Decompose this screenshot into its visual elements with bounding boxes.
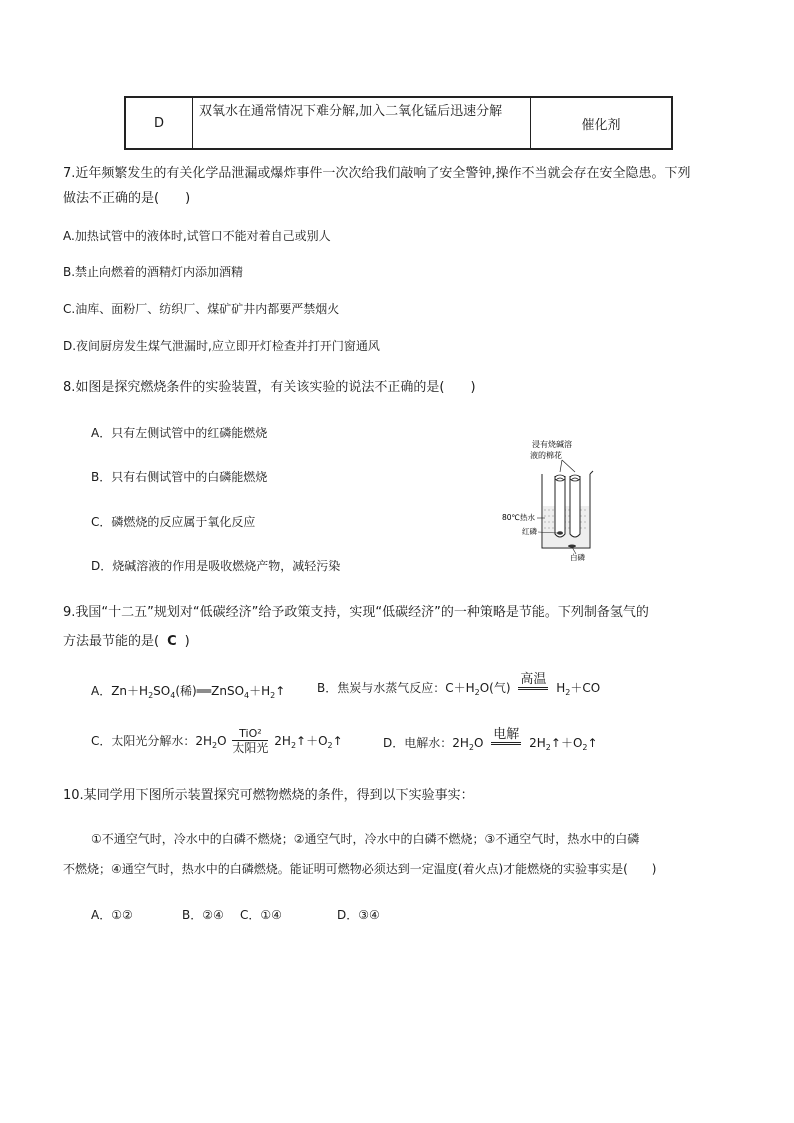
q9-option-b-condition: 高温 — [518, 672, 548, 704]
q10-option-a: A．①② — [91, 908, 133, 922]
q10-option-d: D．③④ — [337, 908, 380, 922]
q9-stem-line2 — [63, 633, 190, 651]
q9-option-b: B．焦炭与水蒸气反应：$C+H_2O$(气) 高温 $H_2+CO$ — [317, 672, 600, 704]
table-cell-description: 双氧水在通常情况下难分解,加入二氧化锰后迅速分解 — [193, 98, 531, 148]
q8-option-b: B．只有右侧试管中的白磷能燃烧 — [91, 470, 268, 484]
q8-option-d: D．烧碱溶液的作用是吸收燃烧产物，减轻污染 — [91, 559, 341, 573]
q10-option-c: C．①④ — [240, 908, 282, 922]
q9-option-a: A．$Zn+H_2SO_4$(稀)$══ZnSO_4+H_2↑$ — [91, 684, 286, 700]
q8-stem: 8.如图是探究燃烧条件的实验装置，有关该实验的说法不正确的是( ) — [63, 380, 476, 395]
figure-label-cotton-1: 浸有烧碱溶 — [532, 440, 572, 449]
figure-label-white-phosphorus: 白磷 — [570, 553, 585, 562]
q9-option-d: D．电解水：$2H_2O$ 电解 $2H_2↑+O_2↑$ — [383, 727, 598, 759]
q7-stem-line1: 7.近年频繁发生的有关化学品泄漏或爆炸事件一次次给我们敲响了安全警钟,操作不当就会存在安全隐患。下列 — [63, 166, 691, 181]
q9-stem-line1: 9.我国“十二五”规划对“低碳经济”给予政策支持，实现“低碳经济”的一种策略是节能。下列制备氢气的 — [63, 605, 649, 620]
q7-option-a: A.加热试管中的液体时,试管口不能对着自己或别人 — [63, 229, 331, 243]
q9-option-c: C．太阳光分解水：$2H_2O$ $\frac{\text{TiO²}}{\text{太阳光}}$ $2H_2↑+O_2↑$ — [91, 727, 343, 755]
answer-table-row — [124, 96, 673, 150]
q10-stem: 10.某同学用下图所示装置探究可燃物燃烧的条件，得到以下实验事实： — [63, 788, 474, 803]
figure-label-hot-water: 80℃热水 — [502, 513, 535, 522]
q7-option-d: D.夜间厨房发生煤气泄漏时,应立即开灯检查并打开门窗通风 — [63, 339, 380, 353]
q8-option-c: C．磷燃烧的反应属于氧化反应 — [91, 515, 256, 529]
table-cell-label: D — [126, 98, 193, 148]
q9-option-d-condition: 电解 — [491, 727, 521, 759]
figure-label-cotton-2: 液的棉花 — [530, 451, 562, 460]
q9-stem-line2-post: ) — [184, 634, 190, 649]
q9-option-c-catalyst: $\frac{\text{TiO²}}{\text{太阳光}}$ — [232, 727, 269, 755]
q7-option-b: B.禁止向燃着的酒精灯内添加酒精 — [63, 265, 244, 279]
table-cell-answer: 催化剂 — [581, 117, 621, 133]
q9-answer: C — [167, 634, 177, 649]
figure-label-red-phosphorus: 红磷 — [522, 527, 537, 536]
q8-option-a: A．只有左侧试管中的红磷能燃烧 — [91, 426, 268, 440]
combustion-apparatus-figure — [500, 436, 610, 562]
q9-stem-line2-pre: 方法最节能的是( — [63, 634, 160, 649]
q10-facts-line1: ①不通空气时，冷水中的白磷不燃烧；②通空气时，冷水中的白磷不燃烧；③不通空气时，热水中的白磷 — [91, 832, 640, 846]
q7-stem-line2: 做法不正确的是( ) — [63, 191, 191, 206]
q10-option-b: B．②④ — [182, 908, 224, 922]
q7-option-c: C.油库、面粉厂、纺织厂、煤矿矿井内都要严禁烟火 — [63, 302, 340, 316]
q10-facts-line2: 不燃烧；④通空气时，热水中的白磷燃烧。能证明可燃物必须达到一定温度(着火点)才能燃烧的实验事实是( ) — [63, 862, 657, 876]
